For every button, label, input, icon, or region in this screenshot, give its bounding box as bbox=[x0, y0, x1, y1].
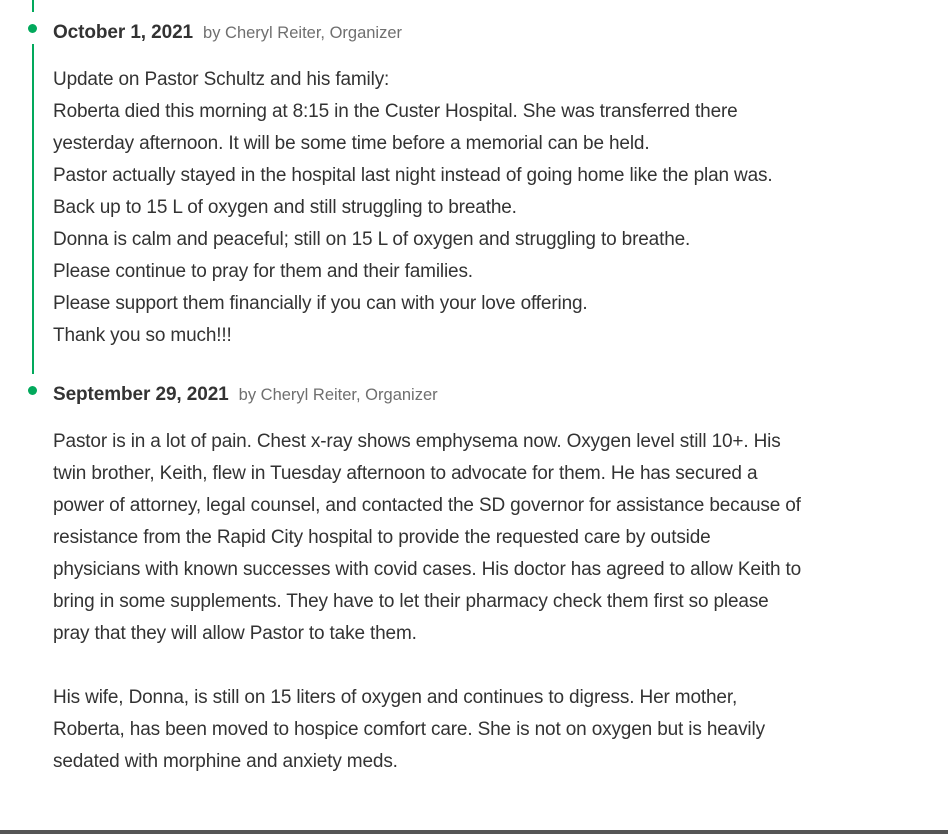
update-text-line: Update on Pastor Schultz and his family: bbox=[53, 69, 390, 90]
update-text-line: yesterday afternoon. It will be some time before a memorial can be held. bbox=[53, 133, 650, 154]
update-entry bbox=[53, 384, 912, 778]
update-text-line: sedated with morphine and anxiety meds. bbox=[53, 751, 398, 772]
update-paragraph bbox=[53, 426, 912, 650]
update-body bbox=[53, 426, 912, 778]
update-text-line: power of attorney, legal counsel, and contacted the SD governor for assistance because of bbox=[53, 495, 801, 516]
timeline-dot bbox=[28, 24, 37, 33]
timeline-rail bbox=[32, 0, 34, 12]
update-byline: by Cheryl Reiter, Organizer bbox=[238, 386, 438, 404]
update-text-line: pray that they will allow Pastor to take them. bbox=[53, 623, 417, 644]
update-text-line: Donna is calm and peaceful; still on 15 L of oxygen and struggling to breathe. bbox=[53, 229, 691, 250]
update-body bbox=[53, 64, 912, 352]
update-date: September 29, 2021 bbox=[53, 384, 229, 405]
update-text-line: Pastor is in a lot of pain. Chest x-ray shows emphysema now. Oxygen level still 10+. His bbox=[53, 431, 781, 452]
timeline-dot bbox=[28, 386, 37, 395]
update-text-line: Please continue to pray for them and their families. bbox=[53, 261, 473, 282]
update-text-line: physicians with known successes with covid cases. His doctor has agreed to allow Keith to bbox=[53, 559, 802, 580]
bottom-divider bbox=[0, 830, 948, 834]
update-date: October 1, 2021 bbox=[53, 22, 194, 43]
update-header bbox=[53, 22, 912, 50]
timeline-rail bbox=[32, 44, 34, 374]
update-paragraph bbox=[53, 682, 912, 778]
update-byline: by Cheryl Reiter, Organizer bbox=[203, 24, 403, 42]
update-text-line: His wife, Donna, is still on 15 liters of oxygen and continues to digress. Her mother, bbox=[53, 687, 738, 708]
update-entry bbox=[53, 22, 912, 352]
update-header bbox=[53, 384, 912, 412]
update-text-line: Thank you so much!!! bbox=[53, 325, 232, 346]
update-text-line: resistance from the Rapid City hospital to provide the requested care by outside bbox=[53, 527, 711, 548]
update-text-line: Roberta died this morning at 8:15 in the Custer Hospital. She was transferred there bbox=[53, 101, 738, 122]
update-text-line: Please support them financially if you can with your love offering. bbox=[53, 293, 588, 314]
update-text-line: Roberta, has been moved to hospice comfort care. She is not on oxygen but is heavily bbox=[53, 719, 765, 740]
update-text-line: Back up to 15 L of oxygen and still struggling to breathe. bbox=[53, 197, 517, 218]
update-text-line: twin brother, Keith, flew in Tuesday afternoon to advocate for them. He has secured a bbox=[53, 463, 758, 484]
update-text-line: Pastor actually stayed in the hospital last night instead of going home like the plan was. bbox=[53, 165, 773, 186]
update-text-line: bring in some supplements. They have to let their pharmacy check them first so please bbox=[53, 591, 769, 612]
